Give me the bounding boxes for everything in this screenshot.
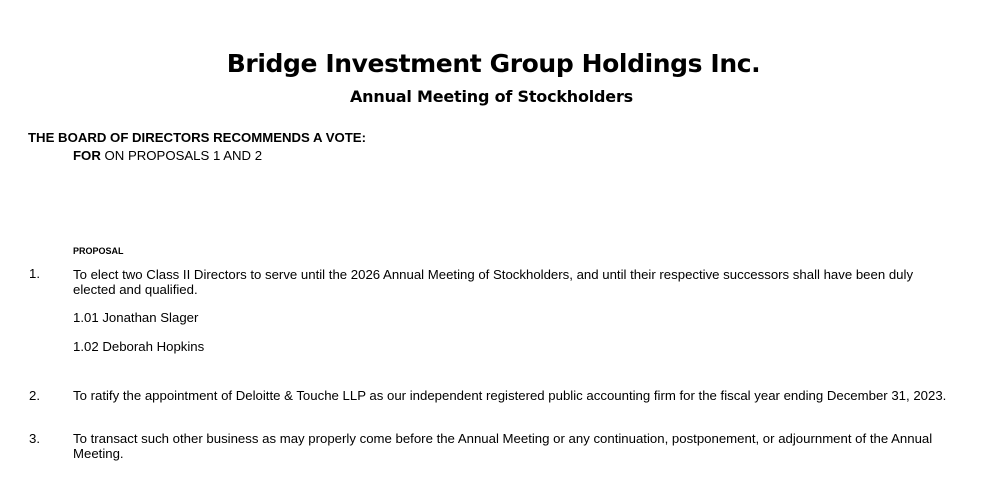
proposal-number-2: 2. — [29, 388, 40, 403]
vote-word: FOR — [73, 148, 101, 163]
proposal-text-2: To ratify the appointment of Deloitte & Touche LLP as our independent registered public accounting firm for the fiscal year ending December 31, 2023. — [73, 388, 947, 403]
proposal-column-label: PROPOSAL — [73, 246, 124, 256]
nominee-1-01: 1.01 Jonathan Slager — [73, 310, 199, 325]
document-title: Bridge Investment Group Holdings Inc. — [226, 49, 761, 78]
proposal-text-3: To transact such other business as may properly come before the Annual Meeting or any continuation, postponement, or adjournment of the Annual Meeting. — [73, 431, 933, 461]
board-recommendation-line — [73, 148, 262, 163]
proposal-number-3: 3. — [29, 431, 40, 446]
proposal-text-1: To elect two Class II Directors to serve until the 2026 Annual Meeting of Stockholders, and until their respective successors shall have been duly elected and qualified. — [73, 267, 914, 297]
board-recommendation-heading: THE BOARD OF DIRECTORS RECOMMENDS A VOTE: — [28, 130, 366, 145]
proposal-number-1: 1. — [29, 266, 40, 281]
vote-proposals: ON PROPOSALS 1 AND 2 — [100, 148, 263, 163]
nominee-1-02: 1.02 Deborah Hopkins — [73, 339, 205, 354]
document-subtitle: Annual Meeting of Stockholders — [350, 87, 633, 106]
